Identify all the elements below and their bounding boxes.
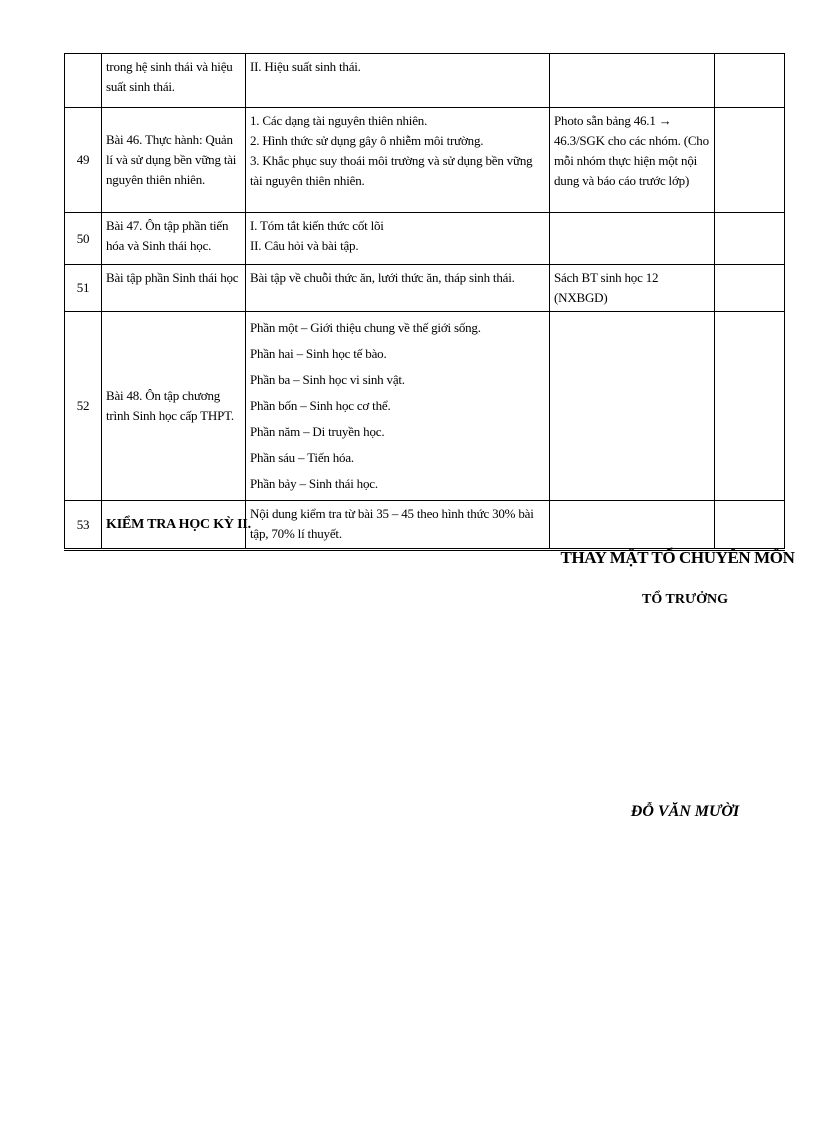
- content-line: Bài tập về chuỗi thức ăn, lưới thức ăn, tháp sinh thái.: [250, 270, 515, 285]
- content-line: Nội dung kiểm tra từ bài 35 – 45 theo hình thức 30% bài tập, 70% lí thuyết.: [250, 506, 534, 541]
- lesson-plan-table: [64, 53, 785, 551]
- lesson-note: [715, 265, 785, 312]
- row-number: 51: [65, 265, 102, 312]
- lesson-note: [715, 213, 785, 265]
- lesson-title-text: Bài tập phần Sinh thái học: [106, 270, 239, 285]
- lesson-note: [715, 54, 785, 108]
- lesson-note: [715, 108, 785, 213]
- lesson-materials: [550, 501, 715, 550]
- content-line: Phần bảy – Sinh thái học.: [250, 476, 378, 491]
- content-line: Phần sáu – Tiến hóa.: [250, 450, 354, 465]
- table-row: [65, 501, 785, 550]
- lesson-note: [715, 501, 785, 550]
- lesson-title-text: KIỂM TRA HỌC KỲ II.: [106, 516, 251, 532]
- content-line: Phần ba – Sinh học vi sinh vật.: [250, 372, 405, 387]
- lesson-title: [102, 265, 246, 312]
- signature-title: THAY MẶT TỔ CHUYÊN MÔN: [560, 548, 795, 567]
- lesson-content: [246, 213, 550, 265]
- lesson-content: [246, 501, 550, 550]
- lesson-title-text: Bài 47. Ôn tập phần tiến hóa và Sinh thái học.: [106, 218, 229, 253]
- lesson-materials: [550, 54, 715, 108]
- content-line: II. Câu hỏi và bài tập.: [250, 238, 359, 253]
- row-number: 52: [65, 312, 102, 501]
- content-line: Phần năm – Di truyền học.: [250, 424, 385, 439]
- row-number: 49: [65, 108, 102, 213]
- table-row: [65, 54, 785, 108]
- table-row: [65, 108, 785, 213]
- lesson-content: [246, 312, 550, 501]
- lesson-materials: Sách BT sinh học 12 (NXBGD): [550, 265, 715, 312]
- lesson-materials: Photo sẵn bảng 46.1 → 46.3/SGK cho các nhóm. (Cho mỗi nhóm thực hiện một nội dung và báo cáo trước lớp): [550, 108, 715, 213]
- lesson-title: [102, 501, 251, 550]
- lesson-materials: [550, 312, 715, 501]
- signature-name: ĐỖ VĂN MƯỜI: [630, 803, 740, 820]
- content-line: 2. Hình thức sử dụng gây ô nhiễm môi trường.: [250, 133, 484, 148]
- lesson-title-text: Bài 46. Thực hành: Quản lí và sử dụng bền vững tài nguyên thiên nhiên.: [106, 132, 237, 187]
- lesson-content: [246, 265, 550, 312]
- content-line: Phần hai – Sinh học tế bào.: [250, 346, 387, 361]
- lesson-title: [102, 312, 246, 501]
- lesson-title: [102, 108, 246, 213]
- row-number: 50: [65, 213, 102, 265]
- row-number: 53: [65, 501, 102, 550]
- content-line: 3. Khắc phục suy thoái môi trường và sử dụng bền vững tài nguyên thiên nhiên.: [250, 153, 533, 188]
- lesson-title-text: trong hệ sinh thái và hiệu suất sinh thái.: [106, 59, 233, 94]
- lesson-note: [715, 312, 785, 501]
- lesson-content: [246, 54, 550, 108]
- content-line: 1. Các dạng tài nguyên thiên nhiên.: [250, 113, 428, 128]
- lesson-title-text: Bài 48. Ôn tập chương trình Sinh học cấp THPT.: [106, 388, 234, 423]
- table-row: [65, 213, 785, 265]
- content-line: I. Tóm tắt kiến thức cốt lõi: [250, 218, 384, 233]
- lesson-materials: [550, 213, 715, 265]
- lesson-title: [102, 54, 246, 108]
- content-line: II. Hiệu suất sinh thái.: [250, 59, 361, 74]
- content-line: Phần một – Giới thiệu chung về thế giới sống.: [250, 320, 481, 335]
- table-row: [65, 312, 785, 501]
- table-row: [65, 265, 785, 312]
- content-line: Phần bốn – Sinh học cơ thể.: [250, 398, 391, 413]
- lesson-title: [102, 213, 246, 265]
- lesson-content: [246, 108, 550, 213]
- signature-role: TỔ TRƯỞNG: [642, 592, 728, 607]
- row-number: [65, 54, 102, 108]
